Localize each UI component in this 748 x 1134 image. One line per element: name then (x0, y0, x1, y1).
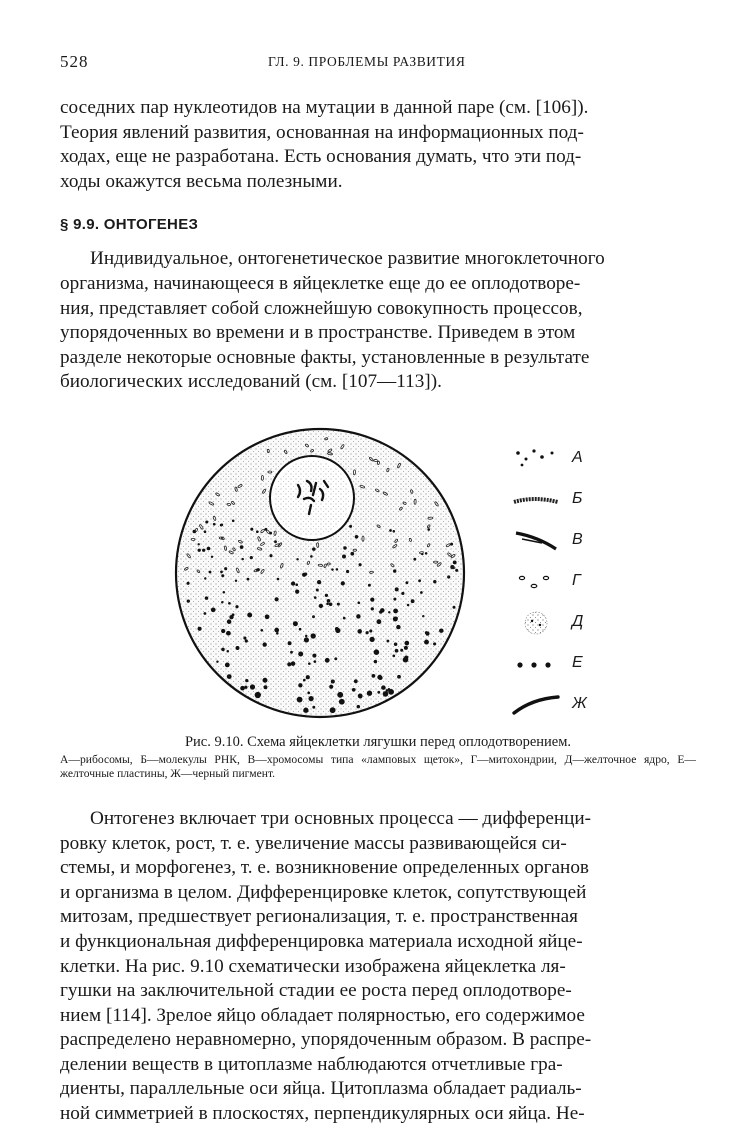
legend-label: Б (572, 489, 583, 507)
page-number: 528 (60, 52, 89, 71)
lampbrush-chromosome-icon (512, 527, 562, 555)
running-head (60, 48, 696, 74)
yolk-platelet-dots-icon (512, 650, 562, 678)
rna-streak-icon (512, 486, 562, 514)
figure-caption-title: Рис. 9.10. Схема яйцеклетки лягушки перед оплодотворением. (184, 733, 572, 750)
section-heading: § 9.9. ОНТОГЕНЕЗ (60, 216, 199, 234)
legend-item-yolk-nucleus (512, 607, 602, 648)
legend-item-yolk-platelets (512, 648, 602, 689)
legend-label: Ж (572, 694, 587, 712)
section-intro-paragraph: Индивидуальное, онтогенетическое развитие многоклеточного организма, начинающееся в яйцеклетке еще до ее оплодотворе- ния, представляет собой сложнейшую совокупность процессов, упорядоченных во времени и в пространстве. Приведем в этом разделе некоторые основные факты, установленные в результате биологических исследований (см. [107—113]). (60, 248, 605, 393)
yolk-nucleus-icon (512, 609, 562, 637)
ribosome-dots-icon (512, 445, 562, 473)
legend-item-mitochondria (512, 566, 602, 607)
legend-label: Д (572, 612, 584, 630)
legend-item-chromosomes (512, 525, 602, 566)
figure-frog-egg (60, 423, 696, 723)
figure-caption (60, 735, 696, 781)
black-pigment-icon (512, 691, 562, 719)
chapter-title: ГЛ. 9. ПРОБЛЕМЫ РАЗВИТИЯ (268, 54, 466, 69)
legend-item-rna (512, 484, 602, 525)
frog-egg-illustration (170, 423, 470, 723)
legend-label: Е (572, 653, 583, 671)
legend-item-ribosomes (512, 443, 602, 484)
book-page (60, 48, 696, 1127)
legend-label: А (572, 448, 583, 466)
figure-legend (512, 443, 602, 730)
paragraph-continued: соседних пар нуклеотидов на мутации в данной паре (см. [106]). Теория явлений развития, основанная на информационных под- ходах, еще не разработана. Есть основания думать, что эти под- ходы окажутся весьма полезными. (60, 97, 589, 192)
mitochondria-icon (512, 568, 562, 596)
legend-label: Г (572, 571, 581, 589)
legend-label: В (572, 530, 583, 548)
ontogenesis-paragraph: Онтогенез включает три основных процесса — дифференци- ровку клеток, рост, т. е. увеличение массы развивающейся си- стемы, и морфогенез, т. е. возникновение определенных органов и организма в целом. Дифференцировке клеток, сопутствующей митозам, предшествует регионализация, т. е. пространственная и функциональная дифференцировка материала исходной яйце- клетки. На рис. 9.10 схематически изображена яйцеклетка ля- гушки на заключительной стадии ее роста перед оплодотворе- нием [114]. Зрелое яйцо обладает полярностью, его содержимое распределено неравномерно, упорядоченным образом. В распре- делении веществ в цитоплазме наблюдаются отчетливые гра- диенты, параллельные оси яйца. Цитоплазма обладает радиаль- ной симметрией в плоскостях, перпендикулярных оси яйца. Не- (60, 807, 592, 1125)
legend-item-black-pigment (512, 689, 602, 730)
figure-caption-legend: А—рибосомы, Б—молекулы РНК, В—хромосомы типа «ламповых щеток», Г—митохондрии, Д—желточное ядро, Е—желточные пластины, Ж—черный пигмент. (60, 752, 696, 780)
